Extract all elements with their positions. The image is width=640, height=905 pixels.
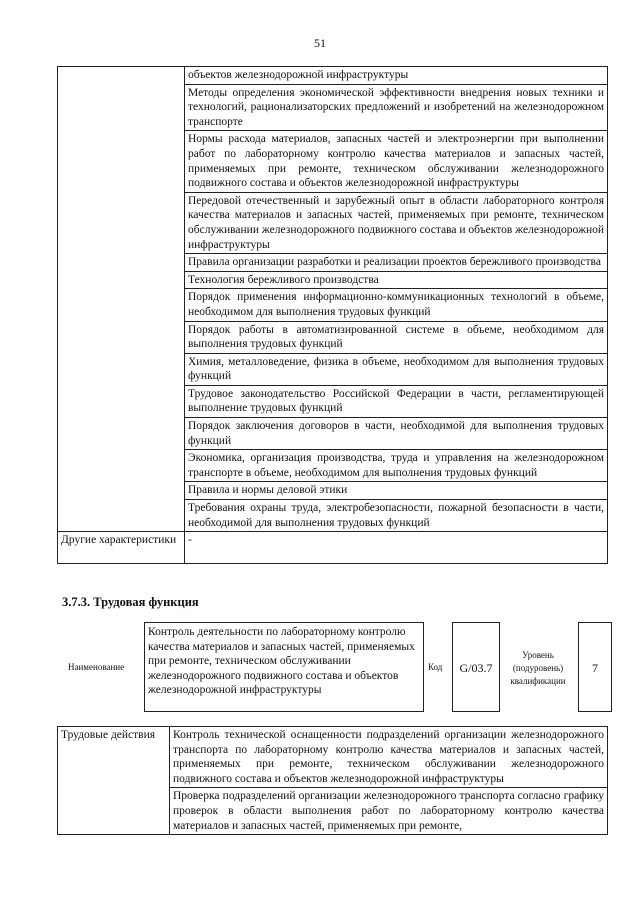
knowledge-item: Экономика, организация производства, труда и управления на железнодорожном транспорте в объеме, необходимом для выполнения трудовых функций (185, 450, 608, 482)
knowledge-item: Правила организации разработки и реализации проектов бережливого производства (185, 254, 608, 272)
function-header (62, 622, 612, 712)
knowledge-item: Технология бережливого производства (185, 271, 608, 289)
actions-table (57, 726, 608, 835)
name-label: Наименование (68, 662, 125, 672)
function-level: 7 (578, 622, 612, 712)
knowledge-item: Порядок заключения договоров в части, необходимой для выполнения трудовых функций (185, 418, 608, 450)
table-row (58, 532, 608, 564)
knowledge-item: Нормы расхода материалов, запасных частей и электроэнергии при выполнении работ по лабораторному контролю качества материалов и запасных частей, применяемых при ремонте, техническом обслуживании железнодорожного подвижного состава и объектов железнодорожной инфраструктуры (185, 131, 608, 192)
section-title: 3.7.3. Трудовая функция (62, 595, 199, 609)
action-item: Проверка подразделений организации железнодорожного транспорта согласно графику проверок в области выполнения работ по лабораторному контролю качества материалов и запасных частей, применяемых при ремонте, (170, 788, 608, 835)
knowledge-item: Порядок работы в автоматизированной системе в объеме, необходимом для выполнения трудовых функций (185, 321, 608, 353)
page-number: 51 (314, 36, 326, 50)
table-row (58, 727, 608, 788)
knowledge-item: Правила и нормы деловой этики (185, 482, 608, 500)
knowledge-table (57, 66, 608, 564)
other-characteristics-value: - (185, 532, 608, 564)
level-label: Уровень (подуровень) квалификации (510, 650, 566, 686)
code-label: Код (428, 662, 443, 672)
other-characteristics-label: Другие характеристики (58, 532, 185, 564)
knowledge-item: Порядок применения информационно-коммуникационных технологий в объеме, необходимом для выполнения трудовых функций (185, 289, 608, 321)
knowledge-item: объектов железнодорожной инфраструктуры (185, 67, 608, 85)
knowledge-label-cell (58, 67, 185, 532)
knowledge-item: Химия, металловедение, физика в объеме, необходимом для выполнения трудовых функций (185, 353, 608, 385)
table-row (58, 67, 608, 85)
knowledge-item: Методы определения экономической эффективности внедрения новых техники и технологий, рационализаторских предложений и изобретений на железнодорожном транспорте (185, 84, 608, 131)
actions-label: Трудовые действия (58, 727, 170, 835)
function-code: G/03.7 (452, 622, 500, 712)
knowledge-item: Требования охраны труда, электробезопасности, пожарной безопасности в части, необходимой для выполнения трудовых функций (185, 500, 608, 532)
knowledge-item: Трудовое законодательство Российской Федерации в части, регламентирующей выполнение трудовых функций (185, 385, 608, 417)
action-item: Контроль технической оснащенности подразделений организации железнодорожного транспорта по лабораторному контролю качества материалов и запасных частей, применяемых при ремонте, техническом обслуживании железнодорожного подвижного состава и объектов железнодорожной инфраструктуры (170, 727, 608, 788)
function-name: Контроль деятельности по лабораторному контролю качества материалов и запасных частей, применяемых при ремонте, техническом обслуживании железнодорожного подвижного состава и объектов железнодорожной инфраструктуры (144, 622, 424, 712)
knowledge-item: Передовой отечественный и зарубежный опыт в области лабораторного контроля качества материалов и запасных частей, применяемых при ремонте, техническом обслуживании железнодорожного подвижного состава и объектов железнодорожной инфраструктуры (185, 192, 608, 253)
